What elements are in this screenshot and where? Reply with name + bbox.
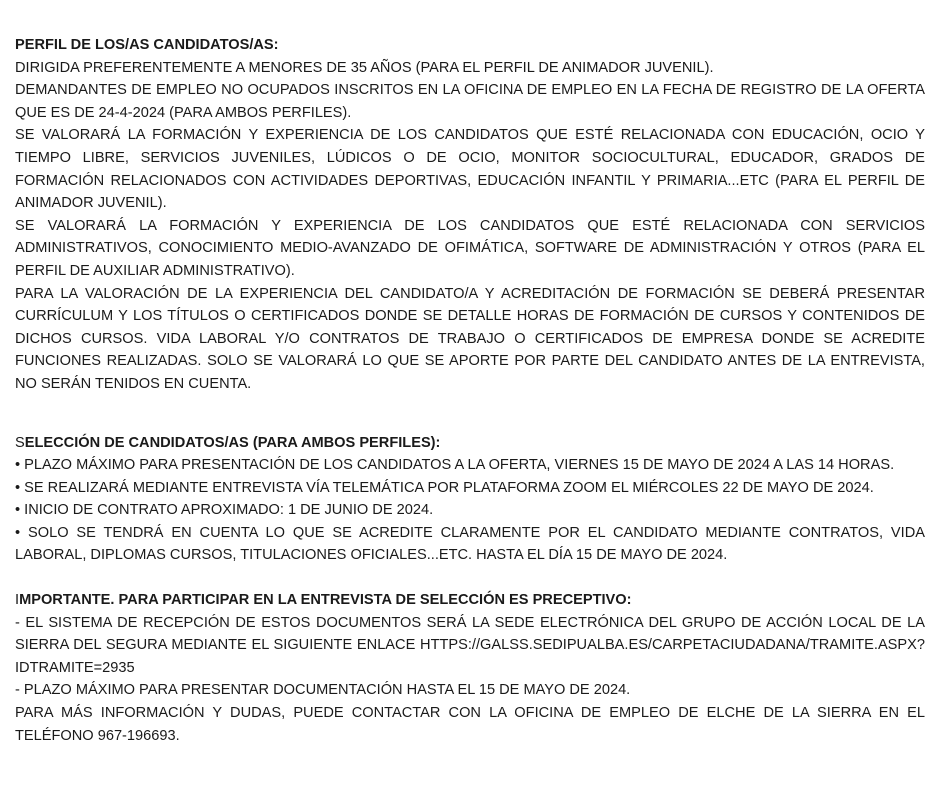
- section-heading-importante: [15, 589, 925, 612]
- seleccion-bullet: • PLAZO MÁXIMO PARA PRESENTACIÓN DE LOS CANDIDATOS A LA OFERTA, VIERNES 15 DE MAYO DE 2024 A LAS 14 HORAS.: [15, 457, 895, 474]
- heading-lead-letter: S: [15, 434, 25, 451]
- seleccion-bullet: • SE REALIZARÁ MEDIANTE ENTREVISTA VÍA TELEMÁTICA POR PLATAFORMA ZOOM EL MIÉRCOLES 22 DE MAYO DE 2024.: [15, 479, 874, 496]
- heading-lead-letter: I: [15, 592, 20, 609]
- section-perfil: [15, 34, 925, 396]
- perfil-paragraph: SE VALORARÁ LA FORMACIÓN Y EXPERIENCIA DE LOS CANDIDATOS QUE ESTÉ RELACIONADA CON EDUCACIÓN, OCIO Y TIEMPO LIBRE, SERVICIOS JUVENILES, LÚDICOS O DE OCIO, MONITOR SOCIOCULTURAL, EDUCADOR, GRADOS DE FORMACIÓN RELACIONADOS CON ACTIVIDADES DEPORTIVAS, EDUCACIÓN INFANTIL Y PRIMARIA...ETC (PARA EL PERFIL DE ANIMADOR JUVENIL).: [15, 127, 925, 212]
- perfil-paragraph: SE VALORARÁ LA FORMACIÓN Y EXPERIENCIA DE LOS CANDIDATOS QUE ESTÉ RELACIONADA CON SERVICIOS ADMINISTRATIVOS, CONOCIMIENTO MEDIO-AVANZADO DE OFIMÁTICA, SOFTWARE DE ADMINISTRACIÓN Y OTROS (PARA EL PERFIL DE AUXILIAR ADMINISTRATIVO).: [15, 217, 925, 279]
- importante-paragraph: - PLAZO MÁXIMO PARA PRESENTAR DOCUMENTACIÓN HASTA EL 15 DE MAYO DE 2024.: [15, 682, 631, 699]
- importante-paragraph: PARA MÁS INFORMACIÓN Y DUDAS, PUEDE CONTACTAR CON LA OFICINA DE EMPLEO DE ELCHE DE LA SIERRA EN EL TELÉFONO 967-196693.: [15, 705, 925, 744]
- section-heading-perfil: PERFIL DE LOS/AS CANDIDATOS/AS:: [15, 37, 279, 53]
- heading-text: MPORTANTE. PARA PARTICIPAR EN LA ENTREVISTA DE SELECCIÓN ES PRECEPTIVO:: [19, 592, 632, 609]
- perfil-paragraph: DEMANDANTES DE EMPLEO NO OCUPADOS INSCRITOS EN LA OFICINA DE EMPLEO EN LA FECHA DE REGISTRO DE LA OFERTA QUE ES DE 24-4-2024 (PARA AMBOS PERFILES).: [15, 82, 925, 121]
- seleccion-bullet: • INICIO DE CONTRATO APROXIMADO: 1 DE JUNIO DE 2024.: [15, 502, 434, 519]
- importante-paragraph: - EL SISTEMA DE RECEPCIÓN DE ESTOS DOCUMENTOS SERÁ LA SEDE ELECTRÓNICA DEL GRUPO DE ACCIÓN LOCAL DE LA SIERRA DEL SEGURA MEDIANTE EL SIGUIENTE ENLACE HTTPS://GALSS.SEDIPUALBA.ES/CARPETACIUDADANA/TRAMITE.ASPX?IDTRAMITE=2935: [15, 614, 925, 676]
- perfil-paragraph: PARA LA VALORACIÓN DE LA EXPERIENCIA DEL CANDIDATO/A Y ACREDITACIÓN DE FORMACIÓN SE DEBERÁ PRESENTAR CURRÍCULUM Y LOS TÍTULOS O CERTIFICADOS DONDE SE DETALLE HORAS DE FORMACIÓN DE CURSOS Y CONTENIDOS DE DICHOS CURSOS. VIDA LABORAL Y/O CONTRATOS DE TRABAJO O CERTIFICADOS DE EMPRESA DONDE SE ACREDITE FUNCIONES REALIZADAS. SOLO SE VALORARÁ LO QUE SE APORTE POR PARTE DEL CANDIDATO ANTES DE LA ENTREVISTA, NO SERÁN TENIDOS EN CUENTA.: [15, 285, 925, 392]
- section-spacer: [15, 567, 925, 589]
- heading-text: ELECCIÓN DE CANDIDATOS/AS (PARA AMBOS PERFILES):: [24, 434, 441, 451]
- seleccion-bullet: • SOLO SE TENDRÁ EN CUENTA LO QUE SE ACREDITE CLARAMENTE POR EL CANDIDATO MEDIANTE CONTRATOS, VIDA LABORAL, DIPLOMAS CURSOS, TITULACIONES OFICIALES...ETC. HASTA EL DÍA 15 DE MAYO DE 2024.: [15, 524, 925, 564]
- perfil-paragraph: DIRIGIDA PREFERENTEMENTE A MENORES DE 35 AÑOS (PARA EL PERFIL DE ANIMADOR JUVENIL).: [15, 59, 714, 76]
- section-spacer: [15, 396, 925, 432]
- section-seleccion: [15, 432, 925, 568]
- section-heading-seleccion: [15, 432, 925, 455]
- section-importante: [15, 589, 925, 747]
